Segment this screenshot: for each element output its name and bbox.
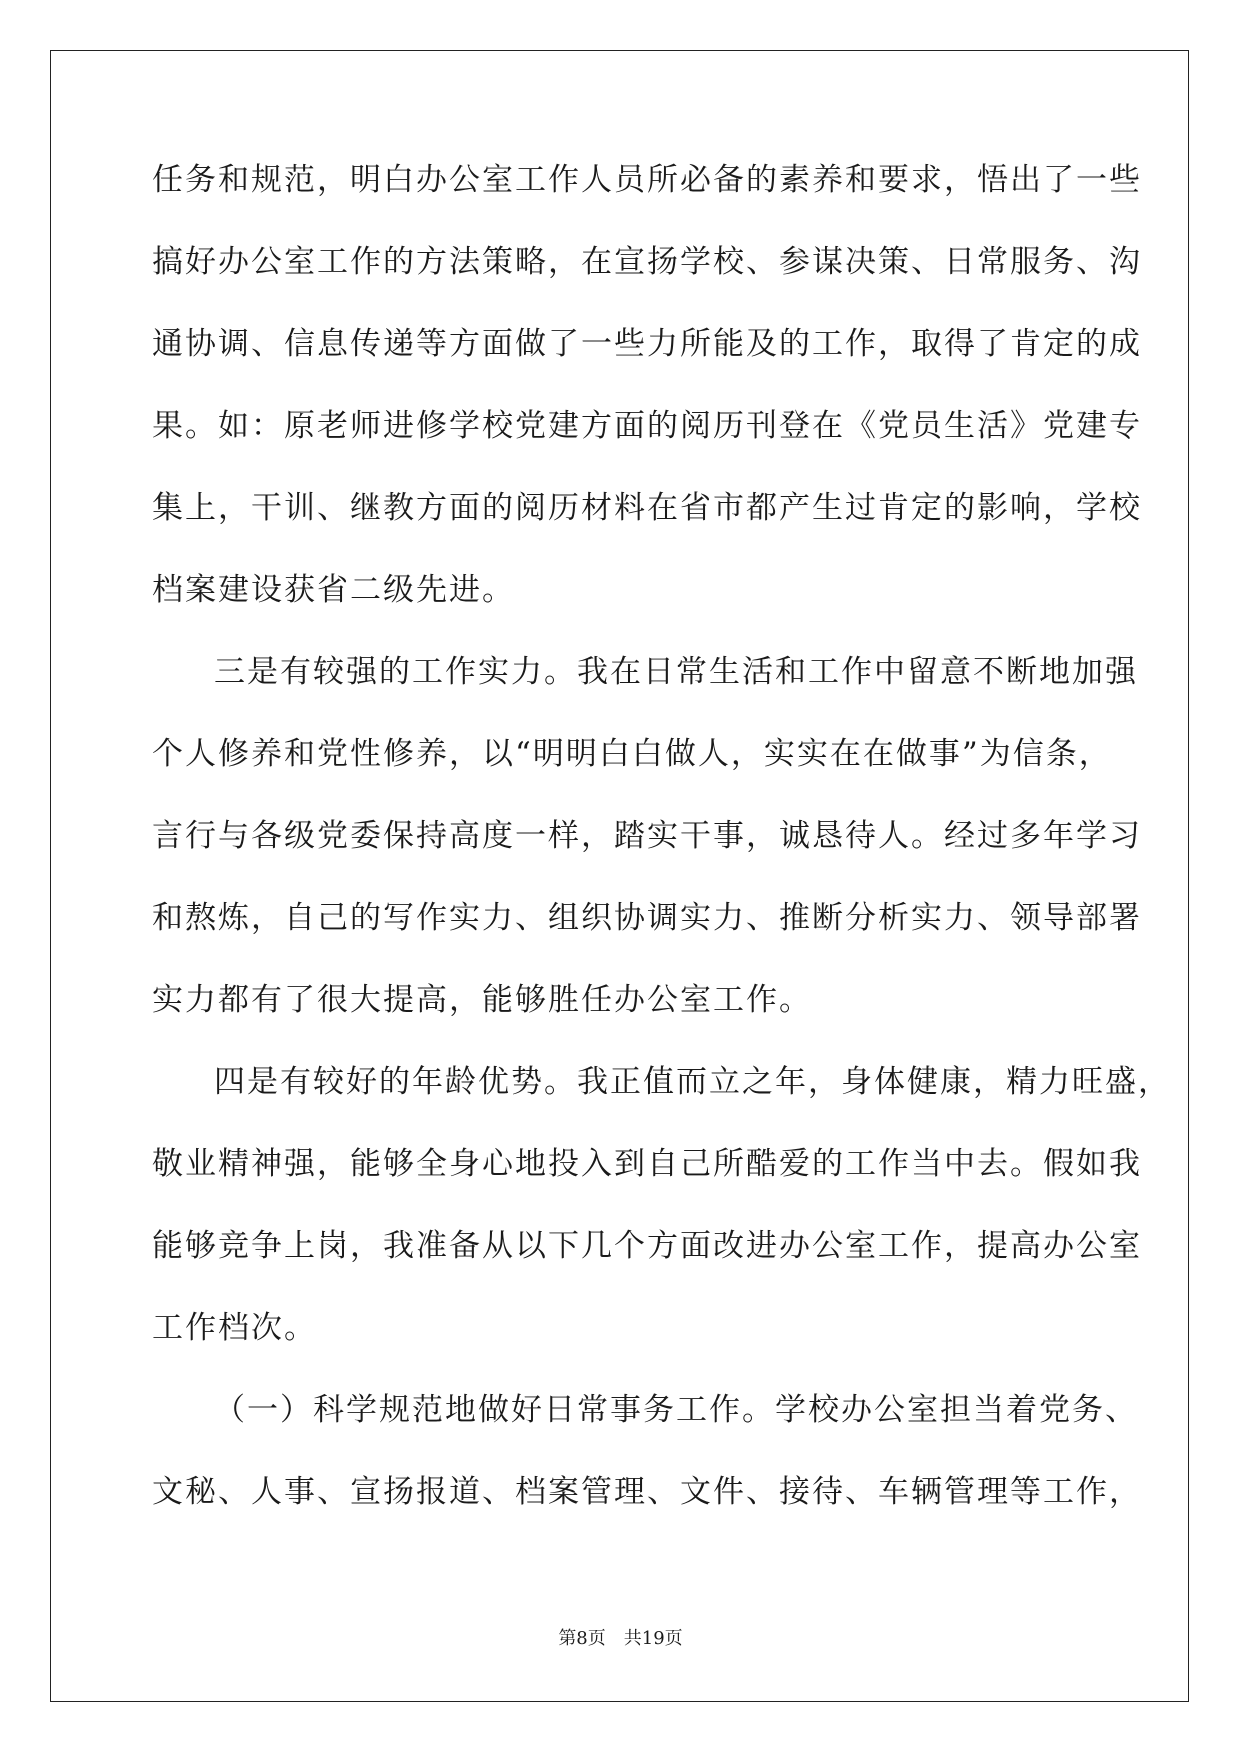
- text-line: 言行与各级党委保持高度一样，踏实干事，诚恳待人。经过多年学习: [152, 818, 1142, 854]
- text-line: 个人修养和党性修养，以“明明白白做人，实实在在做事”为信条，: [152, 736, 1112, 772]
- text-line: （一）科学规范地做好日常事务工作。学校办公室担当着党务、: [214, 1392, 1138, 1428]
- text-line: 实力都有了很大提高，能够胜任办公室工作。: [152, 982, 812, 1018]
- text-line: 和熬炼，自己的写作实力、组织协调实力、推断分析实力、领导部署: [152, 900, 1142, 936]
- text-line: 通协调、信息传递等方面做了一些力所能及的工作，取得了肯定的成: [152, 326, 1142, 362]
- document-body: [152, 160, 1171, 1554]
- text-line: 文秘、人事、宣扬报道、档案管理、文件、接待、车辆管理等工作，: [152, 1474, 1142, 1510]
- text-line: 三是有较强的工作实力。我在日常生活和工作中留意不断地加强: [214, 654, 1138, 690]
- page-number-label: 第8页 共19页: [558, 1628, 683, 1649]
- text-line: 集上，干训、继教方面的阅历材料在省市都产生过肯定的影响，学校: [152, 490, 1142, 526]
- text-line: 工作档次。: [152, 1310, 317, 1346]
- text-line: 能够竞争上岗，我准备从以下几个方面改进办公室工作，提高办公室: [152, 1228, 1142, 1264]
- text-line: 任务和规范，明白办公室工作人员所必备的素养和要求，悟出了一些: [152, 162, 1142, 198]
- text-line: 搞好办公室工作的方法策略，在宣扬学校、参谋决策、日常服务、沟: [152, 244, 1142, 280]
- text-line: 档案建设获省二级先进。: [152, 572, 515, 608]
- text-line: 四是有较好的年龄优势。我正值而立之年，身体健康，精力旺盛，: [214, 1064, 1171, 1100]
- page-footer: [0, 1624, 1241, 1650]
- text-line: 果。如：原老师进修学校党建方面的阅历刊登在《党员生活》党建专: [152, 408, 1142, 444]
- text-line: 敬业精神强，能够全身心地投入到自己所酷爱的工作当中去。假如我: [152, 1146, 1142, 1182]
